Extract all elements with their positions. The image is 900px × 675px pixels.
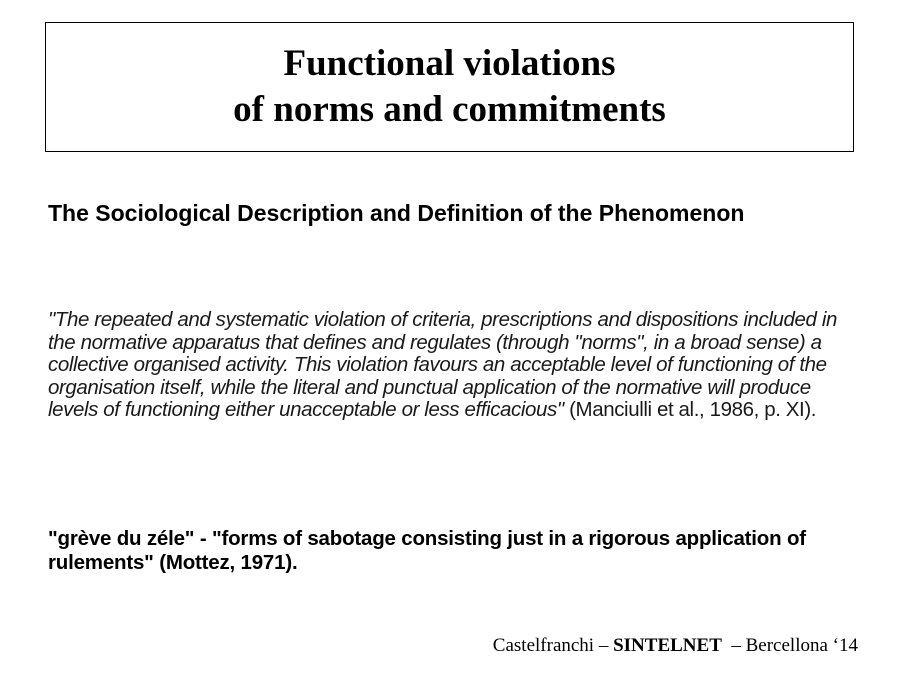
footer-project: SINTELNET <box>613 635 722 656</box>
definition-quote <box>48 309 858 422</box>
section-heading: The Sociological Description and Definition of the Phenomenon <box>48 200 745 226</box>
footer <box>493 634 858 658</box>
quote-text: "The repeated and systematic violation of criteria, prescriptions and dispositions included in the normative apparatus that defines and regulates (through "norms", in a broad sense) a collective organised activity. This violation favours an acceptable level of functioning of the organisation itself, while the literal and punctual application of the normative will produce levels of functioning either unacceptable or less efficacious" <box>48 308 837 421</box>
slide-title-line-1: Functional violations <box>283 43 616 84</box>
footer-separator-2: – <box>721 635 746 656</box>
footer-separator-1: – <box>594 635 614 656</box>
footer-venue: Bercellona ‘14 <box>745 635 858 656</box>
quote-citation: (Manciulli et al., 1986, p. XI). <box>563 398 817 421</box>
title-box <box>45 22 854 152</box>
footer-author: Castelfranchi <box>492 635 595 656</box>
greve-du-zele-definition: "grève du zéle" - "forms of sabotage consisting just in a rigorous application of rulements" (Mottez, 1971). <box>48 527 806 574</box>
slide-title-line-2: of norms and commitments <box>233 89 666 130</box>
